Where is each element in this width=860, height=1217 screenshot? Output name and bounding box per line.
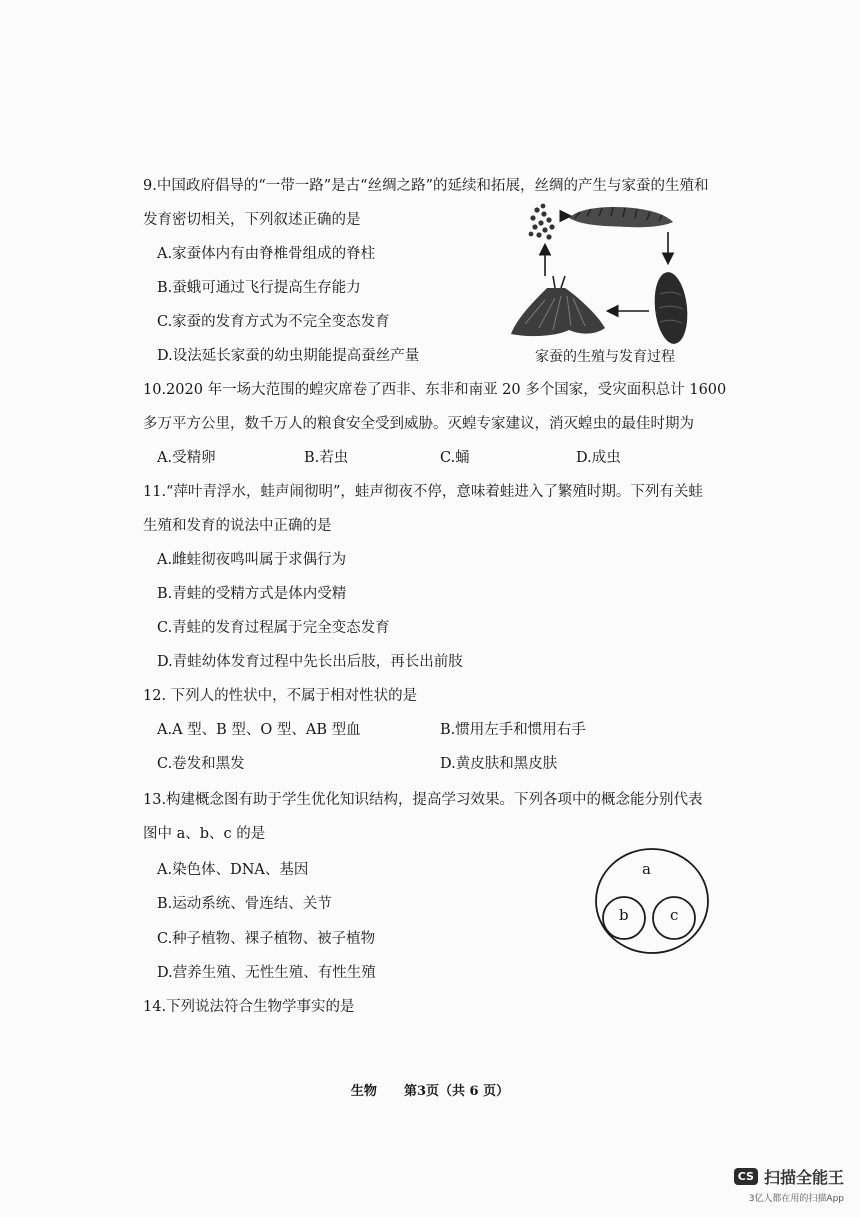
camscanner-logo-icon: CS <box>734 1168 758 1185</box>
silkworm-pupa-icon <box>651 271 690 346</box>
footer-subject: 生物 <box>350 1084 377 1099</box>
q12-option-b: B.惯用左手和惯用右手 <box>440 722 586 738</box>
q13-stem-line2: 图中 a、b、c 的是 <box>143 826 266 842</box>
silkworm-moth-icon <box>511 276 605 336</box>
footer-page-number: 第3页（共 6 页） <box>403 1084 510 1099</box>
q11-option-d: D.青蛙幼体发育过程中先长出后肢，再长出前肢 <box>157 654 463 670</box>
silkworm-figure-caption: 家蚕的生殖与发育过程 <box>535 349 675 365</box>
page-footer <box>0 1080 860 1099</box>
concept-label-c: c <box>670 906 679 924</box>
q13-option-b: B.运动系统、骨连结、关节 <box>157 896 332 912</box>
q11-option-b: B.青蛙的受精方式是体内受精 <box>157 586 347 602</box>
q10-stem-line1: 10.2020 年一场大范围的蝗灾席卷了西非、东非和南亚 20 多个国家，受灾面积总计 1600 <box>143 382 727 398</box>
q13-stem-line1: 13.构建概念图有助于学生优化知识结构，提高学习效果。下列各项中的概念能分别代表 <box>143 792 703 808</box>
concept-map-drawing <box>592 846 712 956</box>
q9-option-b: B.蚕蛾可通过飞行提高生存能力 <box>157 280 361 296</box>
q13-option-d: D.营养生殖、无性生殖、有性生殖 <box>157 965 376 981</box>
brand-name: 扫描全能王 <box>763 1168 844 1187</box>
q12-option-c: C.卷发和黑发 <box>157 756 245 772</box>
q14-stem-line1: 14.下列说法符合生物学事实的是 <box>143 999 355 1015</box>
q9-option-a: A.家蚕体内有由脊椎骨组成的脊柱 <box>157 246 376 262</box>
q10-stem-line2: 多万平方公里，数千万人的粮食安全受到威胁。灭蝗专家建议，消灭蝗虫的最佳时期为 <box>143 416 694 432</box>
concept-map-figure <box>592 846 712 956</box>
q10-option-d: D.成虫 <box>576 450 621 466</box>
q12-stem-line1: 12. 下列人的性状中，不属于相对性状的是 <box>143 688 418 704</box>
q9-stem-line1: 9.中国政府倡导的“一带一路”是古“丝绸之路”的延续和拓展，丝绸的产生与家蚕的生殖和 <box>143 178 709 194</box>
scanner-watermark <box>734 1165 844 1204</box>
q11-option-c: C.青蛙的发育过程属于完全变态发育 <box>157 620 390 636</box>
q12-option-a: A.A 型、B 型、O 型、AB 型血 <box>157 722 361 738</box>
q10-option-b: B.若虫 <box>304 450 349 466</box>
silkworm-larva-icon <box>569 207 673 227</box>
q10-option-c: C.蛹 <box>440 450 470 466</box>
q11-stem-line2: 生殖和发育的说法中正确的是 <box>143 518 332 534</box>
q13-option-a: A.染色体、DNA、基因 <box>157 862 309 878</box>
concept-label-b: b <box>619 906 629 924</box>
q13-option-c: C.种子植物、裸子植物、被子植物 <box>157 931 376 947</box>
brand-slogan: 3亿人都在用的扫描App <box>748 1194 844 1204</box>
silkworm-eggs-icon <box>529 204 555 240</box>
q11-stem-line1: 11.“萍叶青浮水，蛙声闹彻明”，蛙声彻夜不停，意味着蛙进入了繁殖时期。下列有关蛙 <box>143 484 703 500</box>
q9-option-c: C.家蚕的发育方式为不完全变态发育 <box>157 314 390 330</box>
q10-option-a: A.受精卵 <box>157 450 216 466</box>
silkworm-life-cycle-figure <box>505 196 715 376</box>
q9-stem-line2: 发育密切相关，下列叙述正确的是 <box>143 212 361 228</box>
q11-option-a: A.雌蛙彻夜鸣叫属于求偶行为 <box>157 552 347 568</box>
q12-option-d: D.黄皮肤和黑皮肤 <box>440 756 558 772</box>
concept-label-a: a <box>642 860 651 878</box>
q9-option-d: D.设法延长家蚕的幼虫期能提高蚕丝产量 <box>157 348 420 364</box>
